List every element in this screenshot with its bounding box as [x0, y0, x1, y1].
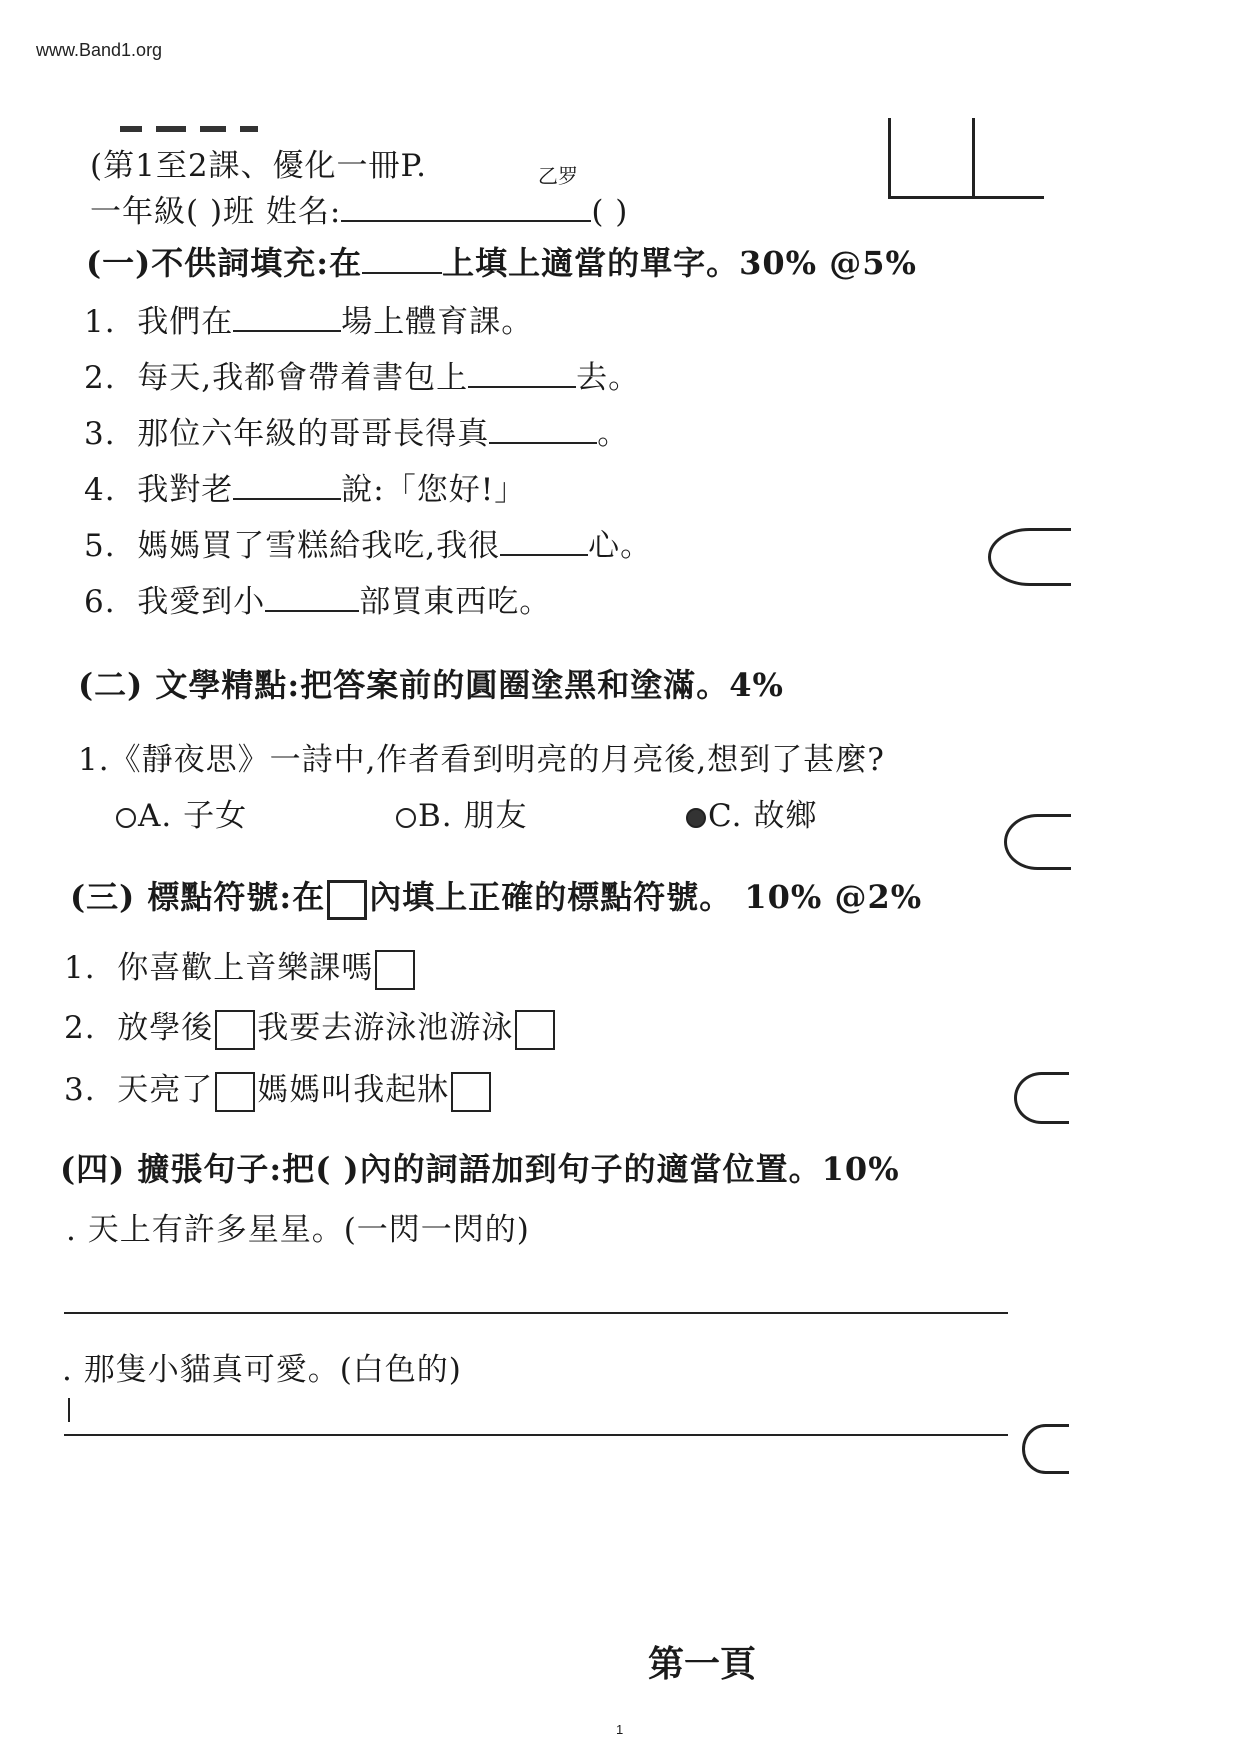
- section3-item-2: 2. 放學後 我要去游泳池游泳: [64, 1002, 557, 1050]
- section1-item-1: 1. 我們在 場上體育課。: [84, 304, 534, 340]
- section1-item-4: 4. 我對老 說:「您好!」: [84, 472, 527, 508]
- fill-blank-2[interactable]: [468, 385, 576, 388]
- section4-title: (四) 擴張句子:把( )內的詞語加到句子的適當位置。10%: [60, 1150, 900, 1188]
- fill-blank-3[interactable]: [489, 441, 597, 444]
- unit-range: (第1至2課、優化一冊P.: [90, 148, 427, 184]
- punctuation-box[interactable]: [515, 1010, 555, 1050]
- section4-item-1: . 天上有許多星星。(一閃一閃的): [66, 1212, 530, 1248]
- cropped-header-fragment: [120, 118, 300, 132]
- page-label: 第一頁: [648, 1643, 757, 1685]
- section1-item-3: 3. 那位六年級的哥哥長得真 。: [84, 416, 630, 452]
- section1-item-6: 6. 我愛到小 部買東西吃。: [84, 584, 552, 620]
- answer-line-2[interactable]: [64, 1434, 1008, 1436]
- section1-item-2: 2. 每天,我都會帶着書包上 去。: [84, 360, 641, 396]
- score-box-bottom-border: [888, 196, 1044, 199]
- punctuation-box[interactable]: [375, 950, 415, 990]
- section2-option-c[interactable]: C. 故鄉: [686, 790, 817, 835]
- section1-item-5: 5. 媽媽買了雪糕給我吃,我很 心。: [84, 528, 653, 564]
- class-name-label: 一年級( )班 姓名:: [90, 194, 342, 230]
- section3-item-1: 1. 你喜歡上音樂課嗎: [64, 942, 417, 990]
- punctuation-box[interactable]: [215, 1072, 255, 1112]
- margin-score-arc: [1022, 1424, 1069, 1474]
- section3-title: (三) 標點符號:在 內填上正確的標點符號。 10% @2%: [70, 872, 922, 920]
- option-b-circle[interactable]: [396, 808, 416, 828]
- margin-score-arc: [1004, 814, 1071, 870]
- option-c-circle-filled[interactable]: [686, 808, 706, 828]
- section3-item-3: 3. 天亮了 媽媽叫我起牀: [64, 1064, 493, 1112]
- fill-blank-6[interactable]: [265, 609, 359, 612]
- section2-question: 1.《靜夜思》一詩中,作者看到明亮的月亮後,想到了甚麼?: [78, 742, 885, 778]
- section4-item-2: . 那隻小貓真可愛。(白色的): [62, 1352, 462, 1388]
- score-box-left-border: [888, 118, 891, 198]
- page-number: 1: [616, 1722, 624, 1737]
- section1-title-blank: [362, 271, 442, 274]
- class-name-line: [90, 186, 628, 231]
- site-watermark: www.Band1.org: [36, 40, 163, 60]
- fill-blank-5[interactable]: [500, 553, 588, 556]
- section1-title: (一)不供詞填充:在 上填上適當的單字。30% @5%: [86, 244, 917, 282]
- unit-line: [90, 140, 427, 185]
- score-box-divider: [972, 118, 975, 198]
- section2-option-b[interactable]: B. 朋友: [396, 790, 528, 835]
- answer-line-1[interactable]: [64, 1312, 1008, 1314]
- name-blank[interactable]: [341, 219, 591, 222]
- fill-blank-4[interactable]: [233, 497, 341, 500]
- section2-title: (二) 文學精點:把答案前的圓圈塗黑和塗滿。4%: [78, 666, 784, 704]
- punctuation-box[interactable]: [215, 1010, 255, 1050]
- fill-blank-1[interactable]: [233, 329, 341, 332]
- unit-handwriting: 乙罗: [538, 164, 578, 188]
- section3-title-box: [327, 880, 367, 920]
- section2-option-a[interactable]: A. 子女: [116, 790, 247, 835]
- margin-score-arc: [1014, 1072, 1069, 1124]
- margin-score-arc: [988, 528, 1071, 586]
- option-a-circle[interactable]: [116, 808, 136, 828]
- class-number-paren: ( ): [591, 194, 629, 230]
- scan-tick-mark: [68, 1398, 70, 1422]
- punctuation-box[interactable]: [451, 1072, 491, 1112]
